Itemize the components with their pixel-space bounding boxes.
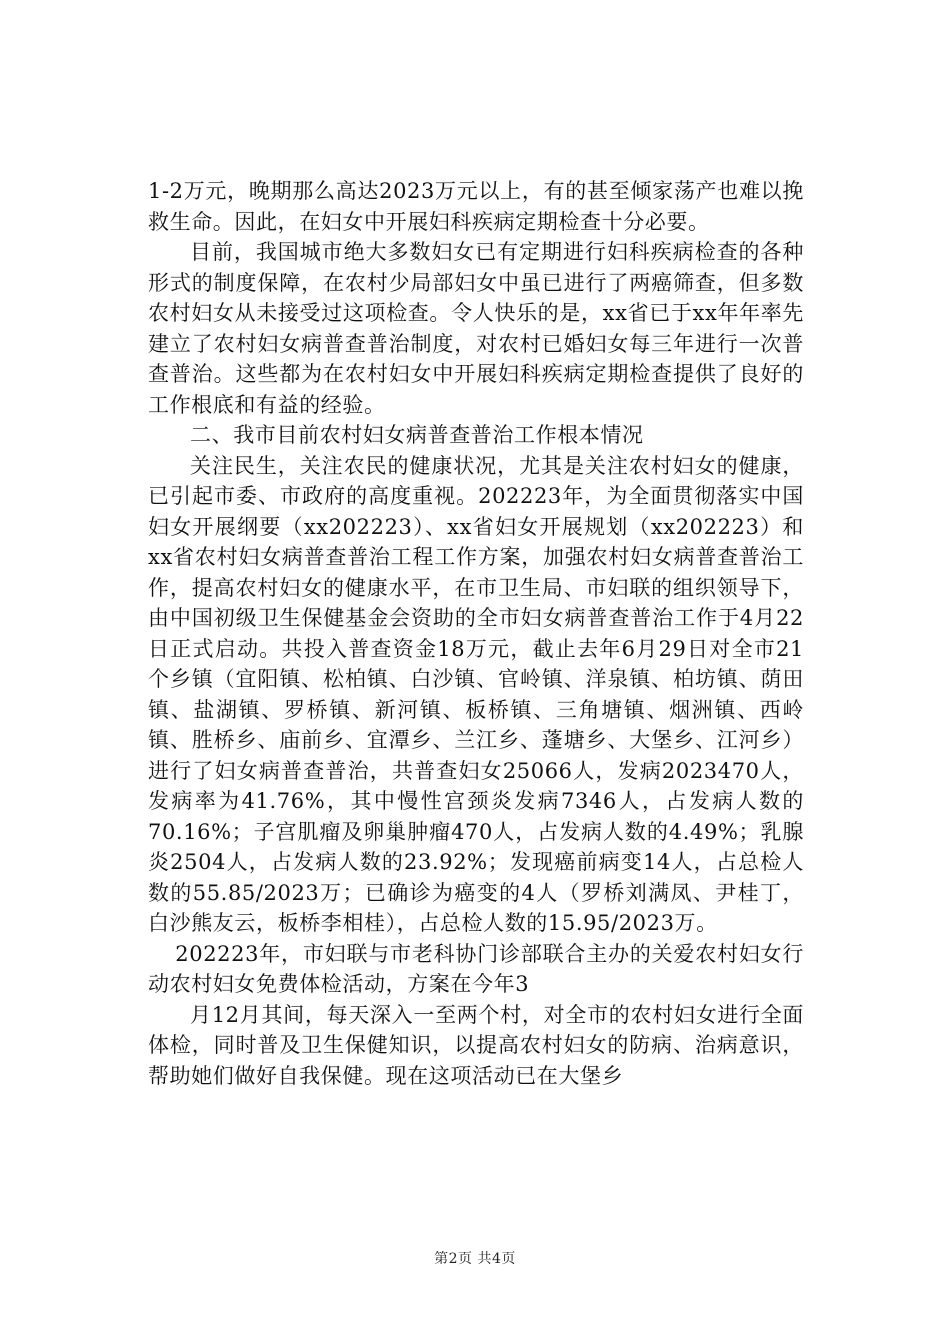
document-body	[148, 176, 804, 1091]
paragraph-4: 202223年，市妇联与市老科协门诊部联合主办的关爱农村妇女行动农村妇女免费体检活动，方案在今年3	[148, 941, 804, 996]
paragraph-2: 目前，我国城市绝大多数妇女已有定期进行妇科疾病检查的各种形式的制度保障，在农村少局部妇女中虽已进行了两癌筛查，但多数农村妇女从未接受过这项检查。令人快乐的是，xx省已于xx年年率先建立了农村妇女病普查普治制度，对农村已婚妇女每三年进行一次普查普治。这些都为在农村妇女中开展妇科疾病定期检查提供了良好的工作根底和有益的经验。	[148, 240, 804, 417]
paragraph-5: 月12月其间，每天深入一至两个村，对全市的农村妇女进行全面体检，同时普及卫生保健知识，以提高农村妇女的防病、治病意识，帮助她们做好自我保健。现在这项活动已在大堡乡	[148, 1002, 804, 1088]
page-number-footer: 第2页 共4页	[434, 1251, 516, 1267]
paragraph-1: 1-2万元，晚期那么高达2023万元以上，有的甚至倾家荡产也难以挽救生命。因此，在妇女中开展妇科疾病定期检查十分必要。	[148, 179, 804, 234]
paragraph-3: 关注民生，关注农民的健康状况，尤其是关注农村妇女的健康，已引起市委、市政府的高度重视。202223年，为全面贯彻落实中国妇女开展纲要（xx202223）、xx省妇女开展规划（xx202223）和xx省农村妇女病普查普治工程工作方案，加强农村妇女病普查普治工作，提高农村妇女的健康水平，在市卫生局、市妇联的组织领导下，由中国初级卫生保健基金会资助的全市妇女病普查普治工作于4月22日正式启动。共投入普查资金18万元，截止去年6月29日对全市21个乡镇（宜阳镇、松柏镇、白沙镇、官岭镇、洋泉镇、柏坊镇、荫田镇、盐湖镇、罗桥镇、新河镇、板桥镇、三角塘镇、烟洲镇、西岭镇、胜桥乡、庙前乡、宜潭乡、兰江乡、蓬塘乡、大堡乡、江河乡）进行了妇女病普查普治，共普查妇女25066人，发病2023470人，发病率为41.76%，其中慢性宫颈炎发病7346人，占发病人数的70.16%；子宫肌瘤及卵巢肿瘤470人，占发病人数的4.49%；乳腺炎2504人，占发病人数的23.92%；发现癌前病变14人，占总检人数的55.85/2023万；已确诊为癌变的4人（罗桥刘满凤、尹桂丁，白沙熊友云，板桥李相桂），占总检人数的15.95/2023万。	[148, 453, 804, 935]
section-heading: 二、我市目前农村妇女病普查普治工作根本情况	[190, 423, 644, 447]
